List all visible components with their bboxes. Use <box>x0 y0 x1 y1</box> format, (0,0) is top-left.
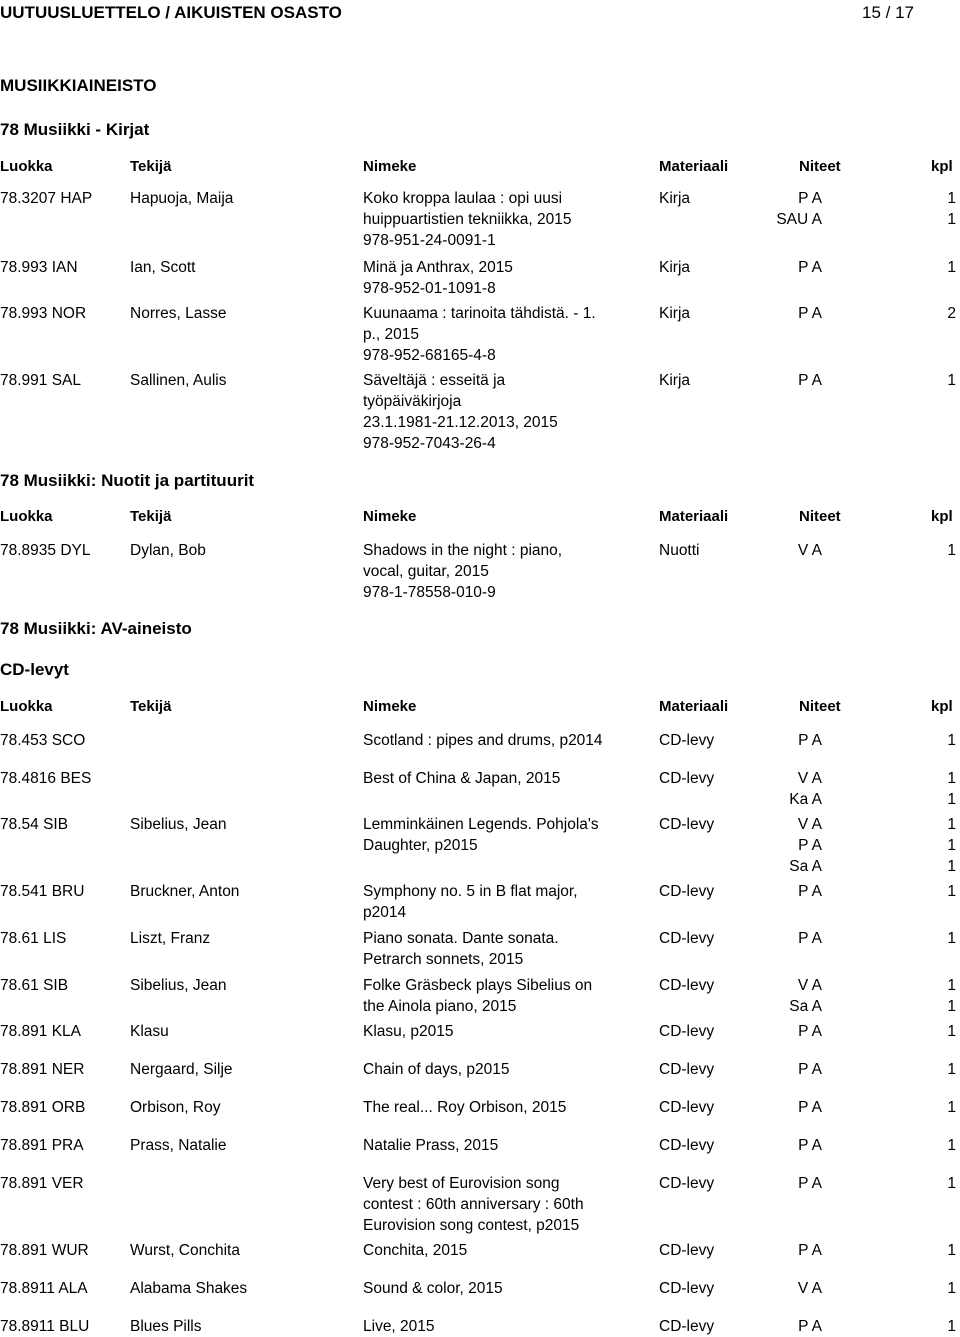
row-nimeke-line: Lemminkäinen Legends. Pohjola's <box>363 816 599 833</box>
section-heading: 78 Musiikki: Nuotit ja partituurit <box>0 471 255 490</box>
row-luokka: 78.541 BRU <box>0 883 85 900</box>
column-header-nimeke: Nimeke <box>363 508 417 525</box>
row-luokka: 78.8935 DYL <box>0 542 91 559</box>
column-header-niteet: Niteet <box>799 698 841 715</box>
column-header-luokka: Luokka <box>0 158 53 175</box>
row-tekija: Prass, Natalie <box>130 1137 227 1154</box>
row-nimeke-line: Conchita, 2015 <box>363 1242 468 1259</box>
row-materiaali: Kirja <box>659 305 691 322</box>
row-tekija: Sibelius, Jean <box>130 977 227 994</box>
row-luokka: 78.891 PRA <box>0 1137 84 1154</box>
row-kpl: 1 <box>947 770 956 787</box>
row-tekija: Wurst, Conchita <box>130 1242 240 1259</box>
row-tekija: Ian, Scott <box>130 259 196 276</box>
row-nimeke-line: Symphony no. 5 in B flat major, <box>363 883 578 900</box>
row-kpl: 1 <box>947 1099 956 1116</box>
row-kpl: 1 <box>947 190 956 207</box>
row-niteet: P A <box>798 1137 822 1154</box>
catalog-title: UUTUUSLUETTELO / AIKUISTEN OSASTO <box>0 3 342 22</box>
row-nimeke-line: Shadows in the night : piano, <box>363 542 563 559</box>
row-nimeke-line: p., 2015 <box>363 326 420 343</box>
column-header-luokka: Luokka <box>0 698 53 715</box>
row-luokka: 78.891 KLA <box>0 1023 82 1040</box>
row-kpl: 1 <box>947 1023 956 1040</box>
row-kpl: 1 <box>947 837 956 854</box>
row-tekija: Nergaard, Silje <box>130 1061 233 1078</box>
row-kpl: 1 <box>947 883 956 900</box>
row-materiaali: CD-levy <box>659 1318 715 1335</box>
column-header-nimeke: Nimeke <box>363 698 417 715</box>
row-luokka: 78.8911 BLU <box>0 1318 90 1335</box>
column-header-kpl: kpl <box>931 508 953 525</box>
row-materiaali: CD-levy <box>659 770 715 787</box>
row-nimeke-line: Folke Gräsbeck plays Sibelius on <box>363 977 593 994</box>
row-luokka: 78.61 LIS <box>0 930 67 947</box>
column-header-tekija: Tekijä <box>130 158 172 175</box>
row-niteet: Ka A <box>789 791 822 808</box>
row-nimeke-line: Piano sonata. Dante sonata. <box>363 930 559 947</box>
section-heading: 78 Musiikki: AV-aineisto <box>0 619 192 638</box>
row-kpl: 1 <box>947 1280 956 1297</box>
row-tekija: Liszt, Franz <box>130 930 211 947</box>
row-materiaali: Kirja <box>659 259 691 276</box>
row-nimeke-line: Koko kroppa laulaa : opi uusi <box>363 190 563 207</box>
row-tekija: Sallinen, Aulis <box>130 372 227 389</box>
row-materiaali: CD-levy <box>659 930 715 947</box>
row-nimeke-line: Scotland : pipes and drums, p2014 <box>363 732 603 749</box>
row-tekija: Bruckner, Anton <box>130 883 240 900</box>
row-tekija: Orbison, Roy <box>130 1099 221 1116</box>
row-materiaali: Kirja <box>659 372 691 389</box>
row-kpl: 1 <box>947 259 956 276</box>
row-materiaali: Nuotti <box>659 542 700 559</box>
row-niteet: P A <box>798 305 822 322</box>
row-materiaali: CD-levy <box>659 732 715 749</box>
row-luokka: 78.891 VER <box>0 1175 84 1192</box>
row-niteet: V A <box>797 770 822 787</box>
row-tekija: Blues Pills <box>130 1318 202 1335</box>
row-niteet: V A <box>797 1280 822 1297</box>
row-kpl: 1 <box>947 542 956 559</box>
row-tekija: Norres, Lasse <box>130 305 227 322</box>
row-nimeke-line: 978-952-01-1091-8 <box>363 280 496 297</box>
row-niteet: V A <box>797 542 822 559</box>
row-kpl: 1 <box>947 791 956 808</box>
row-niteet: Sa A <box>789 998 822 1015</box>
row-kpl: 1 <box>947 1242 956 1259</box>
row-nimeke-line: Säveltäjä : esseitä ja <box>363 372 506 389</box>
row-nimeke-line: Chain of days, p2015 <box>363 1061 510 1078</box>
section-heading: 78 Musiikki - Kirjat <box>0 120 150 139</box>
row-nimeke-line: Natalie Prass, 2015 <box>363 1137 499 1154</box>
row-kpl: 1 <box>947 1318 956 1335</box>
row-materiaali: CD-levy <box>659 883 715 900</box>
row-nimeke-line: 978-1-78558-010-9 <box>363 584 496 601</box>
row-kpl: 1 <box>947 858 956 875</box>
row-materiaali: Kirja <box>659 190 691 207</box>
column-header-kpl: kpl <box>931 158 953 175</box>
row-nimeke-line: Daughter, p2015 <box>363 837 478 854</box>
row-nimeke-line: the Ainola piano, 2015 <box>363 998 517 1015</box>
row-kpl: 1 <box>947 977 956 994</box>
row-luokka: 78.891 NER <box>0 1061 85 1078</box>
row-luokka: 78.891 ORB <box>0 1099 86 1116</box>
row-niteet: P A <box>798 732 822 749</box>
row-materiaali: CD-levy <box>659 1242 715 1259</box>
row-luokka: 78.3207 HAP <box>0 190 93 207</box>
row-tekija: Hapuoja, Maija <box>130 190 234 207</box>
row-luokka: 78.993 IAN <box>0 259 78 276</box>
row-nimeke-line: Minä ja Anthrax, 2015 <box>363 259 513 276</box>
row-nimeke-line: 23.1.1981-21.12.2013, 2015 <box>363 414 558 431</box>
row-niteet: P A <box>798 1318 822 1335</box>
row-kpl: 1 <box>947 816 956 833</box>
row-niteet: P A <box>798 1175 822 1192</box>
row-materiaali: CD-levy <box>659 1175 715 1192</box>
row-niteet: V A <box>797 977 822 994</box>
row-nimeke-line: Sound & color, 2015 <box>363 1280 503 1297</box>
row-luokka: 78.54 SIB <box>0 816 69 833</box>
row-nimeke-line: Best of China & Japan, 2015 <box>363 770 561 787</box>
row-nimeke-line: Very best of Eurovision song <box>363 1175 560 1192</box>
column-header-kpl: kpl <box>931 698 953 715</box>
row-niteet: P A <box>798 1023 822 1040</box>
column-header-materiaali: Materiaali <box>659 158 729 175</box>
column-header-tekija: Tekijä <box>130 508 172 525</box>
column-header-materiaali: Materiaali <box>659 508 729 525</box>
row-kpl: 1 <box>947 211 956 228</box>
row-nimeke-line: vocal, guitar, 2015 <box>363 563 489 580</box>
row-niteet: V A <box>797 816 822 833</box>
row-kpl: 1 <box>947 930 956 947</box>
column-header-nimeke: Nimeke <box>363 158 417 175</box>
row-tekija: Dylan, Bob <box>130 542 206 559</box>
column-header-tekija: Tekijä <box>130 698 172 715</box>
row-luokka: 78.991 SAL <box>0 372 82 389</box>
row-nimeke-line: Live, 2015 <box>363 1318 435 1335</box>
row-niteet: P A <box>798 190 822 207</box>
row-kpl: 1 <box>947 732 956 749</box>
row-niteet: P A <box>798 930 822 947</box>
row-nimeke-line: huippuartistien tekniikka, 2015 <box>363 211 572 228</box>
row-niteet: P A <box>798 372 822 389</box>
row-niteet: SAU A <box>776 211 822 228</box>
row-materiaali: CD-levy <box>659 1099 715 1116</box>
row-nimeke-line: Eurovision song contest, p2015 <box>363 1217 580 1234</box>
row-kpl: 1 <box>947 1175 956 1192</box>
section-subheading: CD-levyt <box>0 660 69 679</box>
row-nimeke-line: Kuunaama : tarinoita tähdistä. - 1. <box>363 305 596 322</box>
row-nimeke-line: Petrarch sonnets, 2015 <box>363 951 524 968</box>
row-tekija: Sibelius, Jean <box>130 816 227 833</box>
row-materiaali: CD-levy <box>659 1280 715 1297</box>
column-header-luokka: Luokka <box>0 508 53 525</box>
row-nimeke-line: Klasu, p2015 <box>363 1023 454 1040</box>
row-tekija: Alabama Shakes <box>130 1280 248 1297</box>
row-luokka: 78.891 WUR <box>0 1242 89 1259</box>
row-niteet: P A <box>798 1061 822 1078</box>
row-luokka: 78.993 NOR <box>0 305 87 322</box>
row-materiaali: CD-levy <box>659 1023 715 1040</box>
row-materiaali: CD-levy <box>659 1137 715 1154</box>
row-kpl: 1 <box>947 372 956 389</box>
row-niteet: P A <box>798 883 822 900</box>
main-heading: MUSIIKKIAINEISTO <box>0 76 157 95</box>
row-niteet: P A <box>798 259 822 276</box>
row-luokka: 78.61 SIB <box>0 977 69 994</box>
row-niteet: P A <box>798 1242 822 1259</box>
row-nimeke-line: contest : 60th anniversary : 60th <box>363 1196 584 1213</box>
row-kpl: 1 <box>947 998 956 1015</box>
row-kpl: 2 <box>947 305 956 322</box>
row-materiaali: CD-levy <box>659 977 715 994</box>
row-luokka: 78.4816 BES <box>0 770 92 787</box>
row-kpl: 1 <box>947 1061 956 1078</box>
column-header-materiaali: Materiaali <box>659 698 729 715</box>
row-nimeke-line: p2014 <box>363 904 407 921</box>
row-nimeke-line: 978-952-7043-26-4 <box>363 435 496 452</box>
row-nimeke-line: The real... Roy Orbison, 2015 <box>363 1099 567 1116</box>
row-materiaali: CD-levy <box>659 1061 715 1078</box>
row-niteet: Sa A <box>789 858 822 875</box>
row-tekija: Klasu <box>130 1023 169 1040</box>
row-materiaali: CD-levy <box>659 816 715 833</box>
row-niteet: P A <box>798 1099 822 1116</box>
row-luokka: 78.8911 ALA <box>0 1280 88 1297</box>
column-header-niteet: Niteet <box>799 508 841 525</box>
column-header-niteet: Niteet <box>799 158 841 175</box>
page-number: 15 / 17 <box>862 3 914 22</box>
row-niteet: P A <box>798 837 822 854</box>
row-luokka: 78.453 SCO <box>0 732 86 749</box>
row-nimeke-line: 978-952-68165-4-8 <box>363 347 496 364</box>
row-kpl: 1 <box>947 1137 956 1154</box>
row-nimeke-line: 978-951-24-0091-1 <box>363 232 496 249</box>
row-nimeke-line: työpäiväkirjoja <box>363 393 462 410</box>
